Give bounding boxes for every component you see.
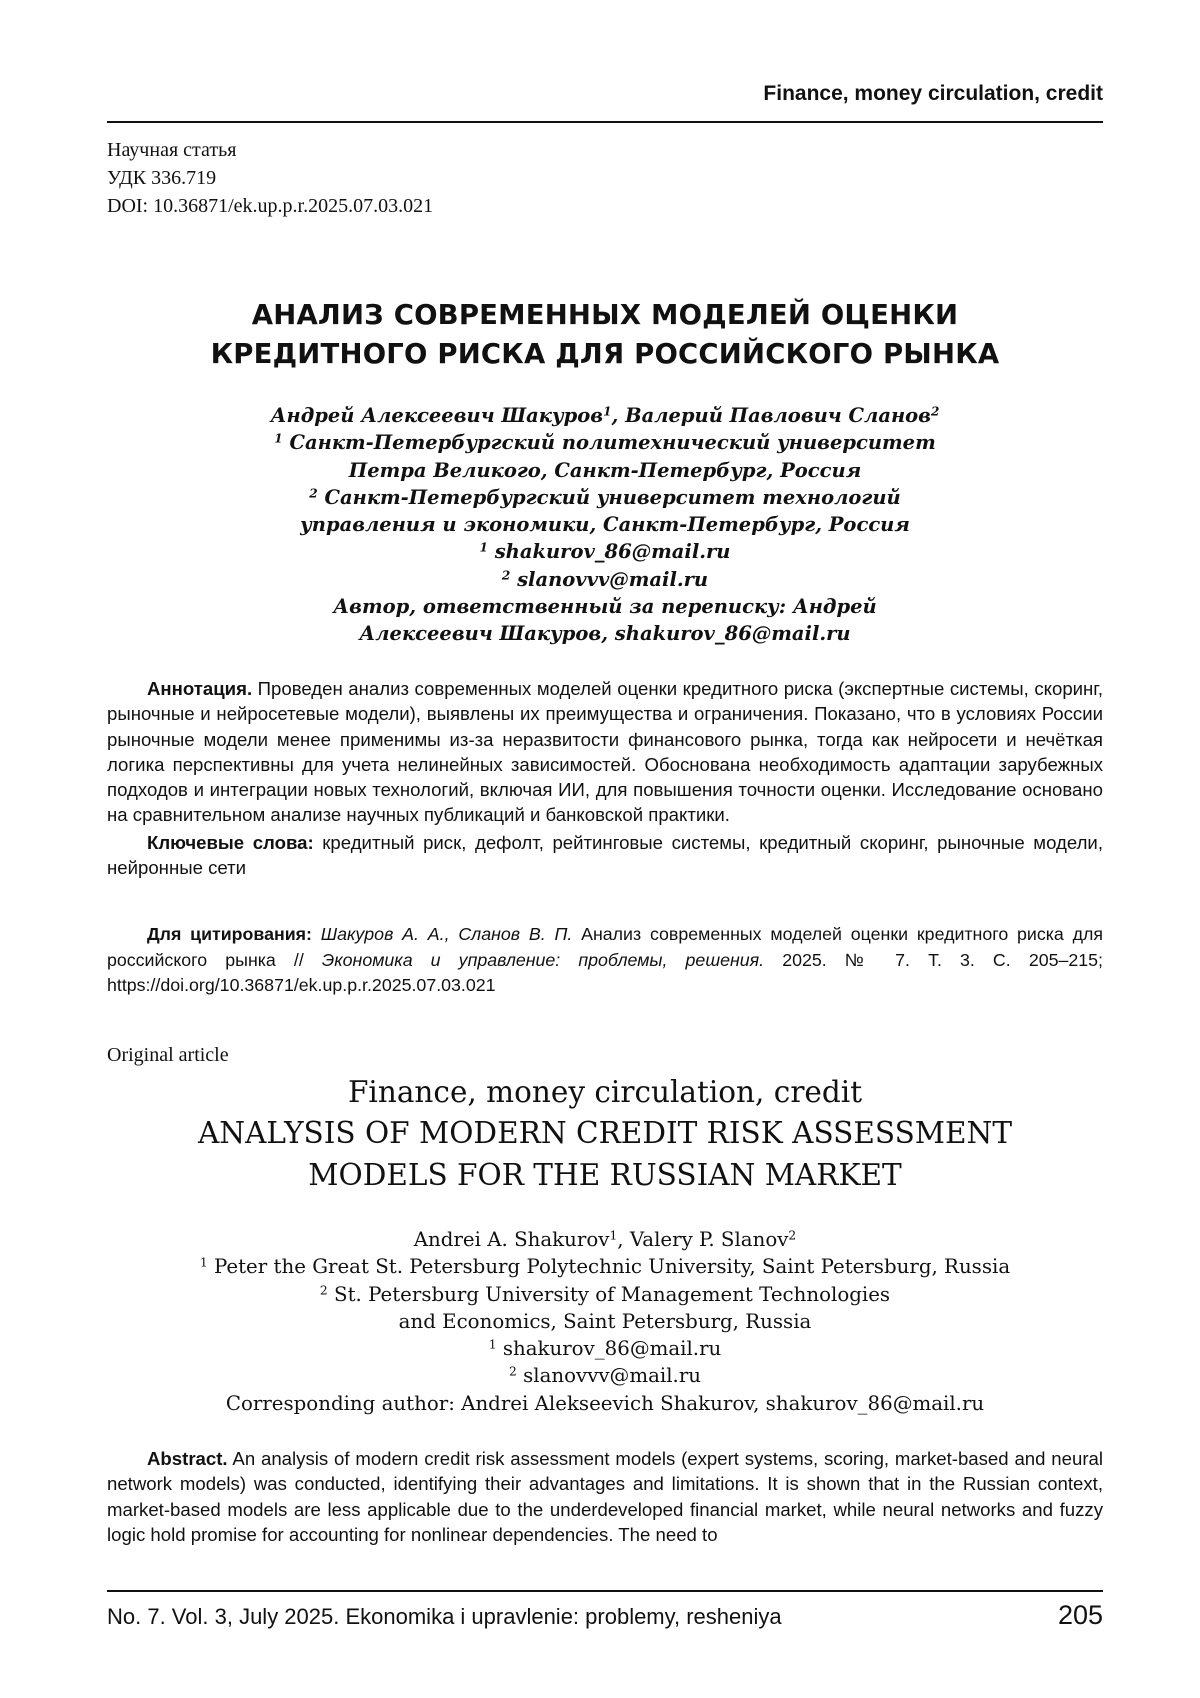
- corresponding-author-ru-cont: Алексеевич Шакуров, shakurov_86@mail.ru: [359, 622, 851, 646]
- abstract-ru-paragraph: [107, 676, 1103, 828]
- running-head: Finance, money circulation, credit: [763, 82, 1103, 105]
- affil-mark: 1: [609, 1228, 618, 1243]
- abstract-ru-label: Аннотация.: [147, 678, 253, 699]
- email-link[interactable]: shakurov_86@mail.ru: [494, 540, 731, 564]
- affil-mark: 2: [319, 1282, 328, 1297]
- abstract-en-text: An analysis of modern credit risk assessment models (expert systems, scoring, market-based and neural network models) was conducted, identifying their advantages and limitations. It is shown that in the Russian context, market-based models are less applicable due to the underdeveloped financial market, while neural networks and fuzzy logic hold promise for accounting for nonlinear dependencies. The need to: [107, 1448, 1103, 1545]
- authors-block-en: [107, 1226, 1103, 1417]
- affil-mark: 1: [274, 431, 283, 446]
- abstract-en: [107, 1446, 1103, 1547]
- abstract-en-label: Abstract.: [147, 1448, 228, 1469]
- author-names-ru: [107, 402, 1103, 429]
- affiliation-1-ru: $^1$ Санкт-Петербургский политехнический университет: [274, 431, 936, 455]
- author-2-name: Валерий Павлович Сланов: [625, 404, 931, 427]
- citation-authors: Шакуров А. А., Сланов В. П.: [320, 924, 573, 944]
- citation-journal: Экономика и управление: проблемы, решения.: [321, 949, 765, 970]
- journal-page: [107, 0, 1103, 1698]
- email-1-ru: [107, 538, 1103, 565]
- footer-rule: [107, 1590, 1103, 1592]
- citation-paragraph: [107, 922, 1103, 999]
- header-rule: [107, 121, 1103, 123]
- corresponding-author-en: Corresponding author: Andrei Alekseevich Shakurov, shakurov_86@mail.ru: [225, 1391, 985, 1415]
- affiliation-1-ru-cont: Петра Великого, Санкт-Петербург, Россия: [348, 458, 862, 482]
- affil-mark: 1: [199, 1255, 208, 1270]
- citation-details[interactable]: 2025. № 7. Т. 3. С. 205–215; https://doi.org/10.36871/ek.up.p.r.2025.07.03.021: [107, 949, 1103, 995]
- author-1-name: Андрей Алексеевич Шакуров: [270, 404, 604, 427]
- affil-mark: 2: [508, 1364, 517, 1379]
- affiliation-2-ru-cont: управления и экономики, Санкт-Петербург, Россия: [300, 513, 910, 537]
- article-meta: [107, 136, 433, 220]
- citation-label: Для цитирования:: [147, 924, 312, 944]
- corresponding-author-ru: Автор, ответственный за переписку: Андрей: [333, 595, 877, 619]
- doi[interactable]: DOI: 10.36871/ek.up.p.r.2025.07.03.021: [107, 195, 434, 217]
- title-ru-line: АНАЛИЗ СОВРЕМЕННЫХ МОДЕЛЕЙ ОЦЕНКИ: [251, 299, 959, 331]
- udc-code: УДК 336.719: [107, 167, 217, 189]
- title-ru: [107, 296, 1103, 374]
- affil-mark: 2: [309, 486, 318, 501]
- author-separator: ,: [611, 404, 626, 427]
- keywords-ru-text: кредитный риск, дефолт, рейтинговые системы, кредитный скоринг, рыночные модели, нейронные сети: [107, 831, 1103, 879]
- affil-mark: 1: [488, 1337, 497, 1352]
- author-names-en: [107, 1226, 1103, 1253]
- abstract-ru-text: Проведен анализ современных моделей оценки кредитного риска (экспертные системы, скоринг, рыночные и нейросетевые модели), выявлены их преимущества и ограничения. Показано, что в условиях России рыночные модели менее применимы из-за неразвитости финансового рынка, тогда как нейросети и нечёткая логика перспективны для учета нелинейных зависимостей. Обоснована необходимость адаптации зарубежных подходов и интеграции новых технологий, включая ИИ, для повышения точности оценки. Исследование основано на сравнительном анализе научных публикаций и банковской практики.: [107, 678, 1103, 826]
- email-1-en: [107, 1335, 1103, 1362]
- citation-block: [107, 922, 1103, 999]
- email-link[interactable]: slanovvv@mail.ru: [517, 567, 709, 591]
- abstract-en-paragraph: [107, 1446, 1103, 1547]
- rubric-en: Finance, money circulation, credit: [347, 1075, 863, 1109]
- authors-block-ru: [107, 402, 1103, 648]
- title-en-line: MODELS FOR THE RUSSIAN MARKET: [308, 1158, 902, 1192]
- affil-mark: 1: [603, 404, 612, 419]
- page-number: 205: [1057, 1600, 1103, 1630]
- title-en: [107, 1112, 1103, 1196]
- original-article-label: Original article: [107, 1044, 229, 1066]
- affiliation-1-en: $^1$ Peter the Great St. Petersburg Polytechnic University, Saint Petersburg, Russia: [199, 1255, 1011, 1279]
- email-2-en: [107, 1362, 1103, 1389]
- affil-mark: 2: [501, 568, 511, 583]
- abstract-ru: [107, 676, 1103, 880]
- author-2-name-en: Valery P. Slanov: [629, 1228, 789, 1251]
- email-link[interactable]: shakurov_86@mail.ru: [502, 1337, 722, 1361]
- citation-title: Анализ современных моделей оценки кредитного риска для российского рынка //: [107, 924, 1103, 970]
- affiliation-2-en: $^2$ St. Petersburg University of Management Technologies: [319, 1282, 891, 1306]
- keywords-ru-paragraph: [107, 830, 1103, 881]
- title-en-line: ANALYSIS OF MODERN CREDIT RISK ASSESSMENT: [197, 1116, 1013, 1150]
- affil-mark: 1: [479, 540, 488, 555]
- article-type: Научная статья: [107, 139, 237, 161]
- author-separator: ,: [617, 1228, 630, 1251]
- affiliation-2-ru: $^2$ Санкт-Петербургский университет технологий: [309, 485, 901, 509]
- affil-mark: 2: [930, 404, 940, 419]
- keywords-ru-label: Ключевые слова:: [147, 831, 314, 853]
- footer-journal-issue: No. 7. Vol. 3, July 2025. Ekonomika i upravlenie: problemy, resheniya: [107, 1604, 782, 1629]
- email-link[interactable]: slanovvv@mail.ru: [523, 1364, 702, 1388]
- author-1-name-en: Andrei A. Shakurov: [413, 1228, 610, 1251]
- title-ru-line: КРЕДИТНОГО РИСКА ДЛЯ РОССИЙСКОГО РЫНКА: [210, 338, 1000, 370]
- affil-mark: 2: [788, 1228, 797, 1243]
- affiliation-2-en-cont: and Economics, Saint Petersburg, Russia: [398, 1309, 812, 1333]
- email-2-ru: [107, 566, 1103, 593]
